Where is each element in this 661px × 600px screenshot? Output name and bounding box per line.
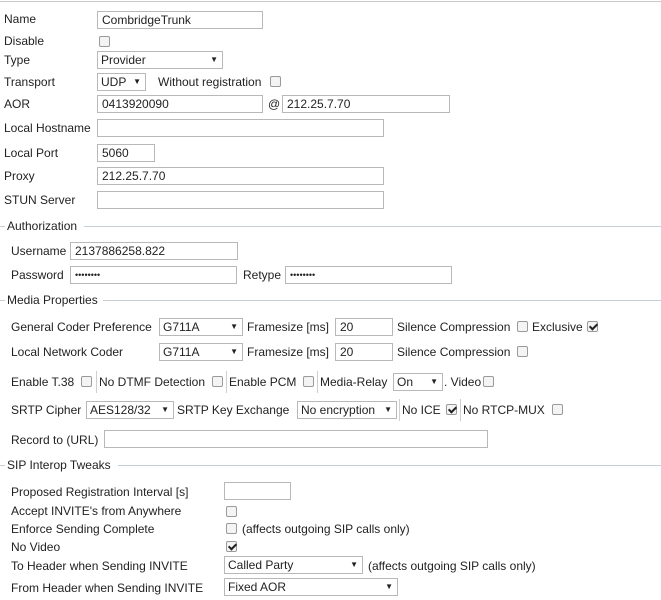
enforce-sending-checkbox[interactable]: [226, 523, 237, 534]
name-input[interactable]: CombridgeTrunk: [97, 11, 263, 29]
legend-rule: [0, 300, 5, 301]
exclusive-label: Exclusive: [532, 320, 583, 334]
enforce-note: (affects outgoing SIP calls only): [242, 522, 410, 536]
srtp-row: [0, 399, 661, 421]
no-rtcp-mux-checkbox[interactable]: [552, 404, 563, 415]
proposed-registration-input[interactable]: [224, 482, 291, 500]
general-coder-select[interactable]: [159, 318, 243, 336]
enforce-sending-label: Enforce Sending Complete: [11, 522, 155, 536]
from-header-value: Fixed AOR: [228, 580, 287, 594]
media-relay-select[interactable]: [393, 373, 443, 391]
local-port-label: Local Port: [4, 146, 59, 160]
no-dtmf-checkbox[interactable]: [212, 376, 223, 387]
stun-server-label: STUN Server: [4, 193, 76, 207]
srtp-key-exchange-select[interactable]: [297, 401, 397, 419]
no-rtcp-mux-label: No RTCP-MUX: [463, 403, 545, 417]
legend-rule: [118, 465, 661, 466]
to-header-value: Called Party: [228, 558, 294, 572]
aor-user-input[interactable]: 0413920090: [97, 95, 263, 113]
general-coder-value: G711A: [163, 320, 200, 334]
no-video-label: No Video: [11, 540, 61, 554]
local-port-input[interactable]: 5060: [97, 144, 155, 162]
username-input[interactable]: 2137886258.822: [70, 242, 238, 260]
media-options-row: [0, 371, 661, 393]
username-label: Username: [11, 244, 67, 258]
authorization-legend: Authorization: [7, 219, 78, 233]
media-relay-label: Media-Relay: [320, 375, 388, 389]
accept-invite-label: Accept INVITE's from Anywhere: [11, 504, 182, 518]
silence-compression-checkbox[interactable]: [517, 346, 528, 357]
proxy-label: Proxy: [4, 169, 35, 183]
transport-label: Transport: [4, 75, 55, 89]
media-legend: Media Properties: [7, 293, 98, 307]
name-label: Name: [4, 12, 37, 26]
aor-label: AOR: [4, 97, 31, 111]
accept-invite-checkbox[interactable]: [226, 506, 237, 517]
no-ice-checkbox[interactable]: [446, 404, 457, 415]
framesize-label: Framesize [ms]: [247, 320, 330, 334]
record-url-input[interactable]: [104, 430, 488, 448]
top-divider: [0, 1, 661, 2]
legend-rule: [0, 465, 5, 466]
general-coder-label: General Coder Preference: [11, 320, 152, 334]
srtp-key-exchange-value: No encryption: [301, 403, 376, 417]
srtp-cipher-select[interactable]: [86, 401, 174, 419]
local-hostname-label: Local Hostname: [4, 121, 91, 135]
chevron-down-icon: ▼: [350, 560, 358, 569]
chevron-down-icon: ▼: [384, 405, 392, 414]
framesize-input[interactable]: 20: [335, 343, 393, 361]
legend-rule: [0, 226, 5, 227]
chevron-down-icon: ▼: [230, 347, 238, 356]
enable-pcm-label: Enable PCM: [229, 375, 297, 389]
type-select[interactable]: [97, 51, 223, 69]
password-input[interactable]: ••••••••: [70, 266, 237, 284]
from-header-label: From Header when Sending INVITE: [11, 581, 204, 595]
local-hostname-input[interactable]: [97, 119, 384, 137]
sip-legend: SIP Interop Tweaks: [7, 458, 111, 472]
enable-pcm-checkbox[interactable]: [303, 376, 314, 387]
framesize-label: Framesize [ms]: [247, 345, 330, 359]
srtp-cipher-label: SRTP Cipher: [11, 403, 82, 417]
silence-compression-label: Silence Compression: [397, 320, 511, 334]
retype-label: Retype: [243, 268, 282, 282]
aor-at-sign: @: [268, 97, 281, 111]
media-section-header: [0, 293, 661, 307]
chevron-down-icon: ▼: [430, 377, 438, 386]
without-registration-label: Without registration: [158, 75, 262, 89]
separator: [460, 399, 461, 421]
separator: [96, 371, 97, 393]
framesize-input[interactable]: 20: [335, 318, 393, 336]
exclusive-checkbox[interactable]: [587, 321, 598, 332]
record-url-label: Record to (URL): [11, 433, 99, 447]
password-label: Password: [11, 268, 64, 282]
legend-rule: [84, 226, 661, 227]
srtp-cipher-value: AES128/32: [90, 403, 151, 417]
proxy-input[interactable]: 212.25.7.70: [97, 167, 384, 185]
authorization-section-header: [0, 219, 661, 233]
local-coder-label: Local Network Coder: [11, 345, 124, 359]
legend-rule: [103, 300, 661, 301]
silence-compression-checkbox[interactable]: [517, 321, 528, 332]
to-header-label: To Header when Sending INVITE: [11, 559, 188, 573]
separator: [226, 371, 227, 393]
local-coder-value: G711A: [163, 345, 200, 359]
local-coder-select[interactable]: [159, 343, 243, 361]
retype-password-input[interactable]: ••••••••: [285, 266, 452, 284]
separator: [317, 371, 318, 393]
enable-t38-checkbox[interactable]: [81, 376, 92, 387]
to-header-select[interactable]: [224, 556, 363, 574]
transport-select[interactable]: [97, 73, 146, 91]
media-relay-value: On: [397, 375, 414, 389]
chevron-down-icon: ▼: [385, 582, 393, 591]
chevron-down-icon: ▼: [230, 322, 238, 331]
silence-compression-label: Silence Compression: [397, 345, 511, 359]
aor-host-input[interactable]: 212.25.7.70: [282, 95, 450, 113]
video-checkbox[interactable]: [483, 376, 494, 387]
sip-section-header: [0, 458, 661, 472]
chevron-down-icon: ▼: [161, 405, 169, 414]
no-dtmf-label: No DTMF Detection: [99, 375, 206, 389]
srtp-key-exchange-label: SRTP Key Exchange: [177, 403, 290, 417]
chevron-down-icon: ▼: [133, 77, 141, 86]
from-header-select[interactable]: [224, 578, 398, 596]
separator: [399, 399, 400, 421]
video-label: . Video: [444, 375, 482, 389]
proposed-registration-label: Proposed Registration Interval [s]: [11, 485, 189, 499]
chevron-down-icon: ▼: [210, 55, 218, 64]
disable-label: Disable: [4, 34, 45, 48]
enable-t38-label: Enable T.38: [11, 375, 75, 389]
type-select-value: Provider: [101, 53, 146, 67]
to-header-note: (affects outgoing SIP calls only): [368, 559, 536, 573]
type-label: Type: [4, 53, 31, 67]
no-video-checkbox[interactable]: [226, 541, 237, 552]
stun-server-input[interactable]: [97, 191, 384, 209]
without-registration-checkbox[interactable]: [270, 76, 281, 87]
transport-select-value: UDP: [101, 75, 127, 89]
no-ice-label: No ICE: [402, 403, 441, 417]
disable-checkbox[interactable]: [99, 36, 110, 47]
